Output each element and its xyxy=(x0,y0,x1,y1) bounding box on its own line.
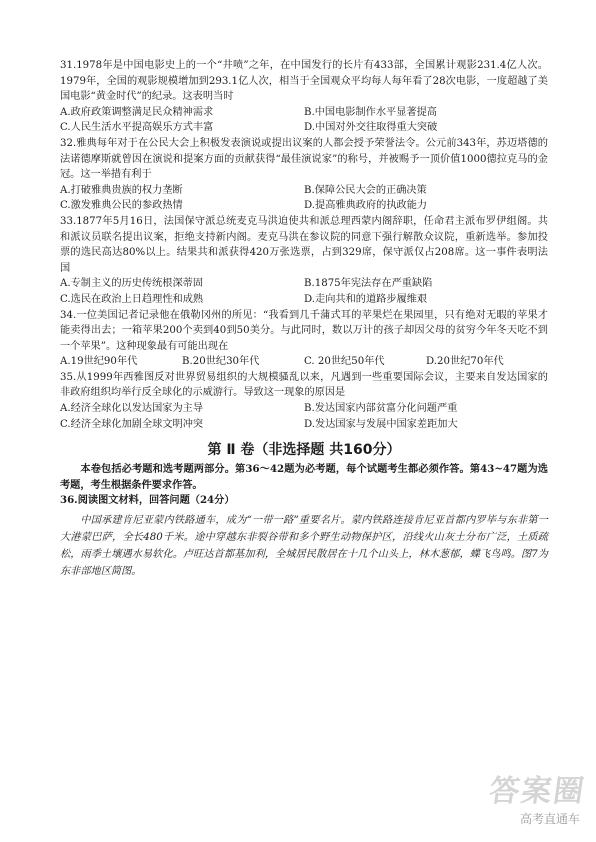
question-stem: 33.1877年5月16日，法国保守派总统麦克马洪迫使共和派总理西蒙内阁辞职，任命君主派布罗伊组阁。共和派议员联名提出议案，拒绝支持新内阁。麦克马洪在参议院的同意下强行解散众议院，重新选举。参加投票的选民高达80%以上。结果共和派获得420万张选票，占到329席，保守派仅占208席。这一事件表明法国 xyxy=(60,215,548,274)
option-a: A.19世纪90年代 xyxy=(60,356,138,368)
question-stem: 34.一位美国记者记录他在俄勒冈州的所见：“我看到几千蒲式耳的苹果烂在果园里，只有绝对无暇的苹果才能卖得出去；一箱苹果200个卖到40到50美分。与此同时，数以万计的孩子却因父母的贫穷今年冬天吃不到一个苹果”。这种现象最有可能出现在 xyxy=(60,309,548,352)
question-35 xyxy=(60,370,548,432)
option-a: A.打破雅典贵族的权力垄断 xyxy=(60,184,183,196)
options xyxy=(60,401,548,432)
option-a: A.经济全球化以发达国家为主导 xyxy=(60,403,204,415)
reading-passage: 中国承建肯尼亚蒙内铁路通车，成为“一带一路”重要名片。蒙内铁路连接肯尼亚首都内罗毕与东非第一大港蒙巴萨，全长480千米。途中穿越东非裂谷带和多个野生动物保护区，沿线火山灰土分布广泛，土质疏松，雨季土壤遇水易软化。卢旺达首都基加利，全城居民散居在十几个山头上，林木葱郁，蝶飞鸟鸣。图7为东非部地区简图。 xyxy=(60,515,548,578)
option-b: B.保障公民大会的正确决策 xyxy=(304,184,427,196)
option-b: B.发达国家内部贫富分化问题严重 xyxy=(304,403,458,415)
option-c: C.经济全球化加剧全球文明冲突 xyxy=(60,418,204,430)
options xyxy=(60,183,548,214)
option-b: B.中国电影制作水平显著提高 xyxy=(304,106,437,118)
question-34 xyxy=(60,308,548,370)
section-title: 第 Ⅱ 卷（非选择题 共160分） xyxy=(207,442,401,459)
option-b: B.1875年宪法存在严重缺陷 xyxy=(304,278,433,290)
option-a: A.专制主义的历史传统根深蒂固 xyxy=(60,278,204,290)
options xyxy=(60,276,548,307)
option-d: D.提高雅典政府的执政能力 xyxy=(304,200,428,212)
options xyxy=(60,354,548,370)
option-d: D.20世纪70年代 xyxy=(426,356,504,368)
options xyxy=(60,105,548,136)
watermark-logo xyxy=(466,758,586,838)
option-c: C.选民在政治上日趋理性和成熟 xyxy=(60,293,204,305)
question-stem: 31.1978年是中国电影史上的一个“井喷”之年，在中国发行的长片有433部，全国累计观影231.4亿人次。1979年，全国的观影规模增加到293.1亿人次，相当于全国观众平均每人每年看了28次电影，一度超越了美国电影“黄金时代”的纪录。这表明当时 xyxy=(60,60,548,103)
option-d: D.走向共和的道路步履维艰 xyxy=(304,293,428,305)
option-a: A.政府政策调整满足民众精神需求 xyxy=(60,106,214,118)
option-d: D.发达国家与发展中国家差距加大 xyxy=(304,418,458,430)
option-b: B.20世纪30年代 xyxy=(182,356,260,368)
question-31 xyxy=(60,58,548,136)
watermark-text: 答案圈 xyxy=(487,774,588,809)
question-32 xyxy=(60,136,548,214)
exam-page xyxy=(60,58,548,580)
option-d: D.中国对外交往取得重大突破 xyxy=(304,122,438,134)
section-note: 本卷包括必考题和选考题两部分。第36～42题为必考题，每个试题考生都必须作答。第43~47题为选考题，考生根据条件要求作答。 xyxy=(60,463,548,491)
option-c: C.人民生活水平提高娱乐方式丰富 xyxy=(60,122,214,134)
question-stem: 35.从1999年西雅图反对世界贸易组织的大规模骚乱以来，凡遇到一些重要国际会议，主要来自发达国家的非政府组织均举行反全球化的示威游行。导致这一现象的原因是 xyxy=(60,371,548,399)
option-c: C.激发雅典公民的参政热情 xyxy=(60,200,183,212)
question-36-heading: 36.阅读图文材料，回答问题（24分） xyxy=(60,494,235,507)
watermark-caption: 高考直通车 xyxy=(519,812,580,826)
question-33 xyxy=(60,214,548,308)
question-stem: 32.雅典每年对于在公民大会上积极发表演说或提出议案的人都会授予荣誉法令。公元前343年，苏迈塔德的法诺德摩斯就曾因在演说和提案方面的贡献获得“最佳演说家”的称号，并被赐予一顶价值1000德拉克马的金冠。这一举措有利于 xyxy=(60,137,548,181)
option-c: C. 20世纪50年代 xyxy=(304,356,385,368)
